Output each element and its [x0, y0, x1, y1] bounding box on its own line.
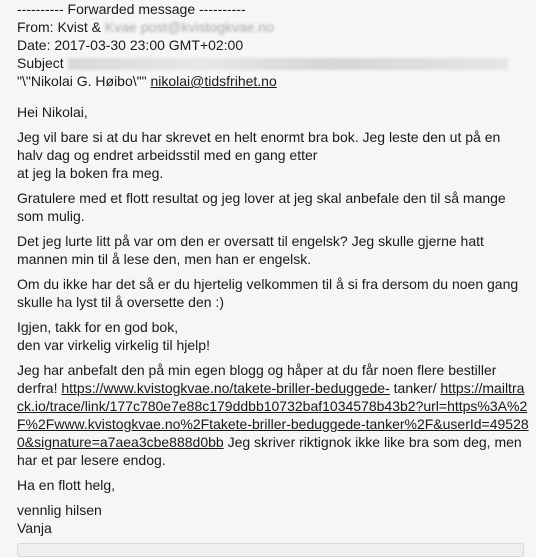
paragraph-5-line-1: Igjen, takk for en god bok,	[17, 319, 179, 335]
paragraph-5	[17, 318, 529, 354]
paragraph-1	[17, 128, 529, 182]
blog-link[interactable]: https://www.kvistogkvae.no/takete-briller-beduggede-	[61, 380, 390, 396]
paragraph-6-end: Jeg skriver riktignok ikke like bra som deg, men har et par lesere endog.	[17, 434, 522, 468]
forwarded-header	[17, 0, 529, 90]
to-line	[17, 72, 529, 90]
paragraph-6	[17, 361, 529, 469]
date-label: Date:	[17, 37, 51, 53]
paragraph-4: Om du ikke har det så er du hjertelig velkommen til å si fra dersom du noen gang skulle ha lyst til å oversette den :)	[17, 276, 519, 310]
to-email-link[interactable]: nikolai@tidsfrihet.no	[150, 73, 277, 89]
from-name: Kvist &	[57, 19, 102, 35]
paragraph-3: Det jeg lurte litt på var om den er oversatt til engelsk? Jeg skulle gjerne hatt mannen min til å lese den, men han er engelsk.	[17, 233, 484, 267]
reply-box[interactable]	[17, 543, 524, 557]
to-name: "\"Nikolai G. Høibo\""	[17, 73, 147, 89]
email-message	[17, 0, 529, 544]
signature	[17, 501, 529, 537]
date-value: 2017-03-30 23:00 GMT+02:00	[54, 37, 244, 53]
paragraph-5-line-2: den var virkelig virkelig til hjelp!	[17, 337, 210, 353]
from-redacted: Kvae post@kvistogkvae.no	[104, 19, 275, 35]
from-label: From:	[17, 19, 54, 35]
subject-line	[17, 54, 529, 72]
signature-name: Vanja	[17, 520, 52, 536]
subject-label: Subject	[17, 55, 64, 71]
mailtrack-link[interactable]: https://mailtrack.io/trace/link/177c780e7e88c179ddbb10732baf1034578b43b2?url=https%3A%2F%2Fwww.kvistogkvae.no%2Ftakete-briller-beduggede-tanker%2F&userId=495280&signature=a7aea3cbe888d0bb	[17, 380, 529, 450]
paragraph-6-text: Jeg har anbefalt den på min egen blogg og håper at du får noen flere bestiller derfra!	[17, 362, 497, 396]
signature-greeting: vennlig hilsen	[17, 502, 102, 518]
subject-redacted	[68, 58, 508, 70]
paragraph-2: Gratulere med et flott resultat og jeg lover at jeg skal anbefale den til så mange som mulig.	[17, 190, 506, 224]
email-body	[17, 103, 529, 537]
closing-line: Ha en flott helg,	[17, 477, 116, 493]
date-line	[17, 36, 529, 54]
from-line	[17, 18, 529, 36]
paragraph-1-text: Jeg vil bare si at du har skrevet en helt enormt bra bok. Jeg leste den ut på en halv dag og endret arbeidsstil med en gang etter	[17, 129, 501, 163]
paragraph-6-mid: tanker/	[389, 380, 437, 396]
paragraph-1-cont: at jeg la boken fra meg.	[17, 165, 164, 181]
greeting: Hei Nikolai,	[17, 104, 88, 120]
forwarded-line: ---------- Forwarded message ----------	[17, 1, 246, 17]
